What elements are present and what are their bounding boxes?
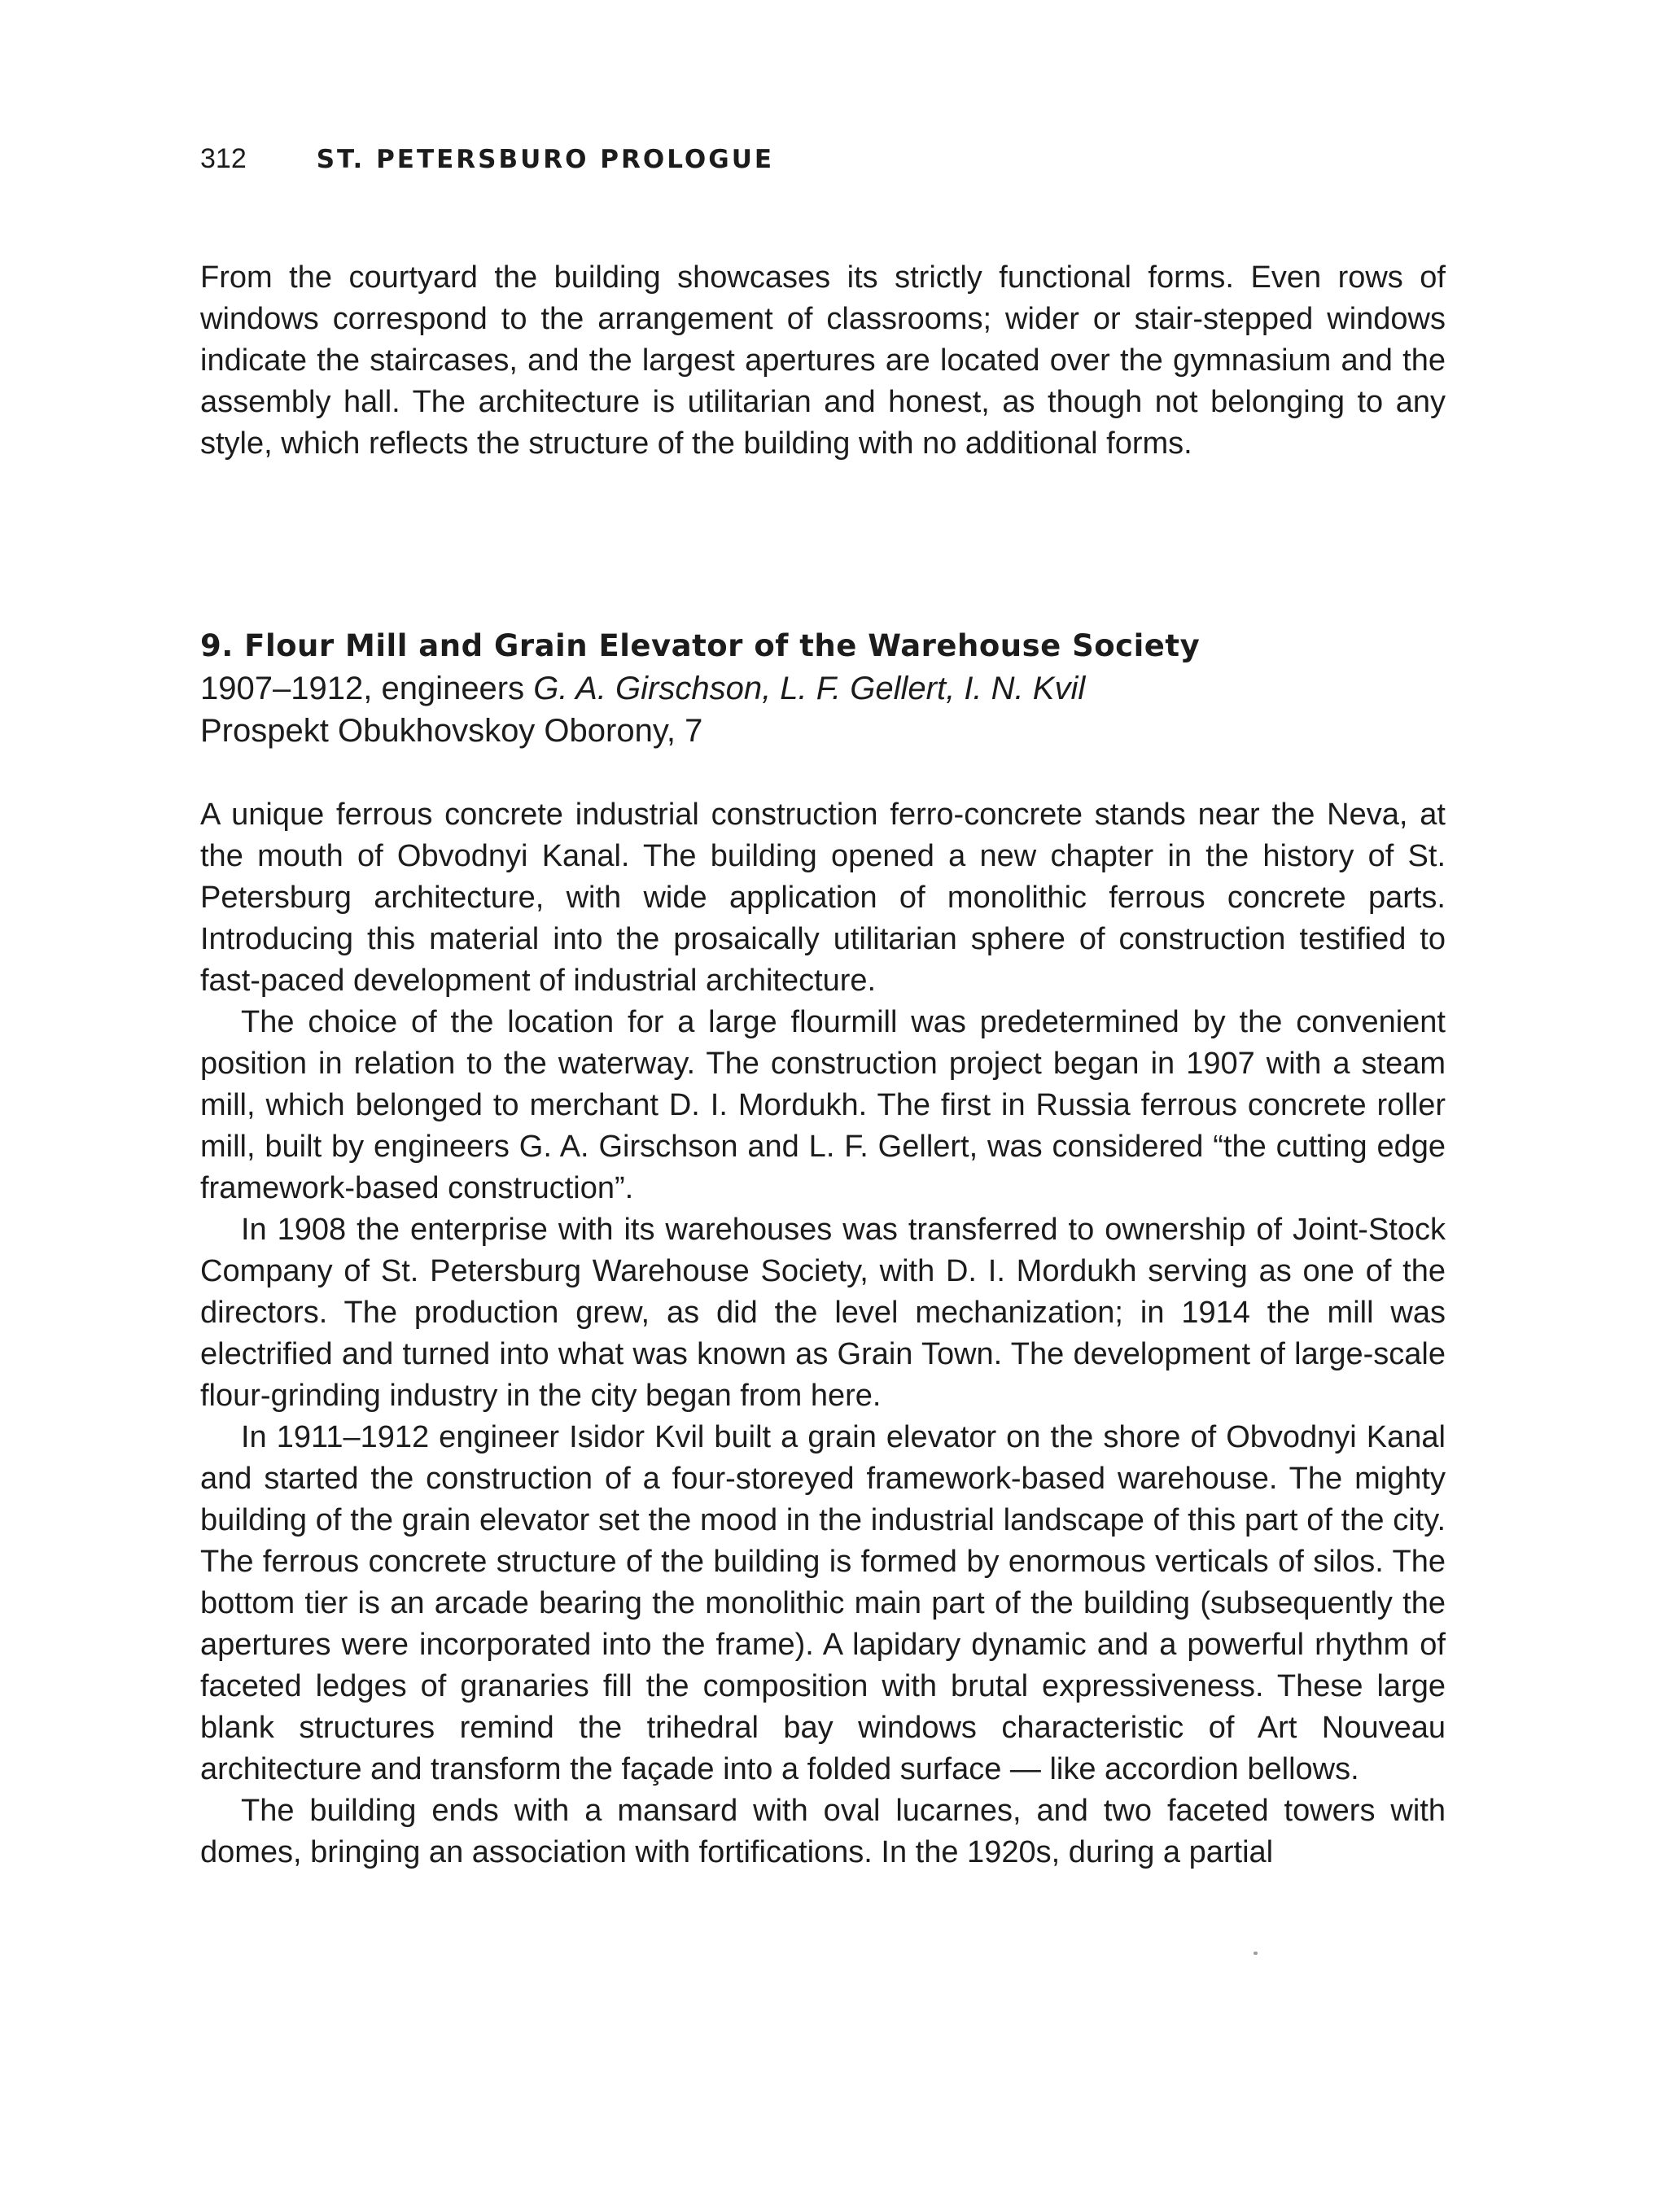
section-engineers: G. A. Girschson, L. F. Gellert, I. N. Kvil <box>533 671 1086 706</box>
intro-text-block <box>200 257 1446 465</box>
scan-artifact-dot <box>1254 1952 1258 1955</box>
paragraph: In 1911–1912 engineer Isidor Kvil built a grain elevator on the shore of Obvodnyi Kanal and started the construction of a four-storeyed framework-based warehouse. The mighty building of the grain elevator set the mood in the industrial landscape of this part of the city. The ferrous concrete structure of the building is formed by enormous verticals of silos. The bottom tier is an arcade bearing the monolithic main part of the building (subsequently the apertures were incorporated into the frame). A lapidary dynamic and a powerful rhythm of faceted ledges of granaries fill the composition with brutal expressiveness. These large blank structures remind the trihedral bay windows characteristic of Art Nouveau architecture and transform the façade into a folded surface — like accordion bellows. <box>200 1420 1446 1786</box>
paragraph: A unique ferrous concrete industrial construction ferro-concrete stands near the Neva, at the mouth of Obvodnyi Kanal. The building opened a new chapter in the history of St. Petersburg architecture, with wide application of monolithic ferrous concrete parts. Introducing this material into the prosaically utilitarian sphere of construction testified to fast-paced development of industrial architecture. <box>200 798 1446 998</box>
page-number: 312 <box>200 143 247 174</box>
section-dates-line <box>200 667 1470 710</box>
section-title: 9. Flour Mill and Grain Elevator of the Warehouse Society <box>200 628 1201 663</box>
paragraph: The building ends with a mansard with oval lucarnes, and two faceted towers with domes, bringing an association with fortifications. In the 1920s, during a partial <box>200 1794 1446 1869</box>
running-header <box>200 143 774 176</box>
main-text-block <box>200 794 1446 1873</box>
paragraph: The choice of the location for a large flourmill was predetermined by the convenient position in relation to the waterway. The construction project began in 1907 with a steam mill, which belonged to merchant D. I. Mordukh. The first in Russia ferrous concrete roller mill, built by engineers G. A. Girschson and L. F. Gellert, was considered “the cutting edge framework-based construction”. <box>200 1005 1446 1205</box>
section-address: Prospekt Obukhovskoy Oborony, 7 <box>200 713 703 749</box>
paragraph: In 1908 the enterprise with its warehouses was transferred to ownership of Joint-Stock Company of St. Petersburg Warehouse Society, with D. I. Mordukh serving as one of the directors. The production grew, as did the level mechanization; in 1914 the mill was electrified and turned into what was known as Grain Town. The development of large-scale flour-grinding industry in the city began from here. <box>200 1213 1446 1413</box>
intro-paragraph: From the courtyard the building showcases its strictly functional forms. Even rows of windows correspond to the arrangement of classrooms; wider or stair-stepped windows indicate the staircases, and the largest apertures are located over the gymnasium and the assembly hall. The architecture is utilitarian and honest, as though not belonging to any style, which reflects the structure of the building with no additional forms. <box>200 260 1446 461</box>
section-dates: 1907–1912, engineers <box>200 671 534 706</box>
running-title: ST. PETERSBURO PROLOGUE <box>316 145 775 174</box>
section-heading <box>200 625 1470 752</box>
